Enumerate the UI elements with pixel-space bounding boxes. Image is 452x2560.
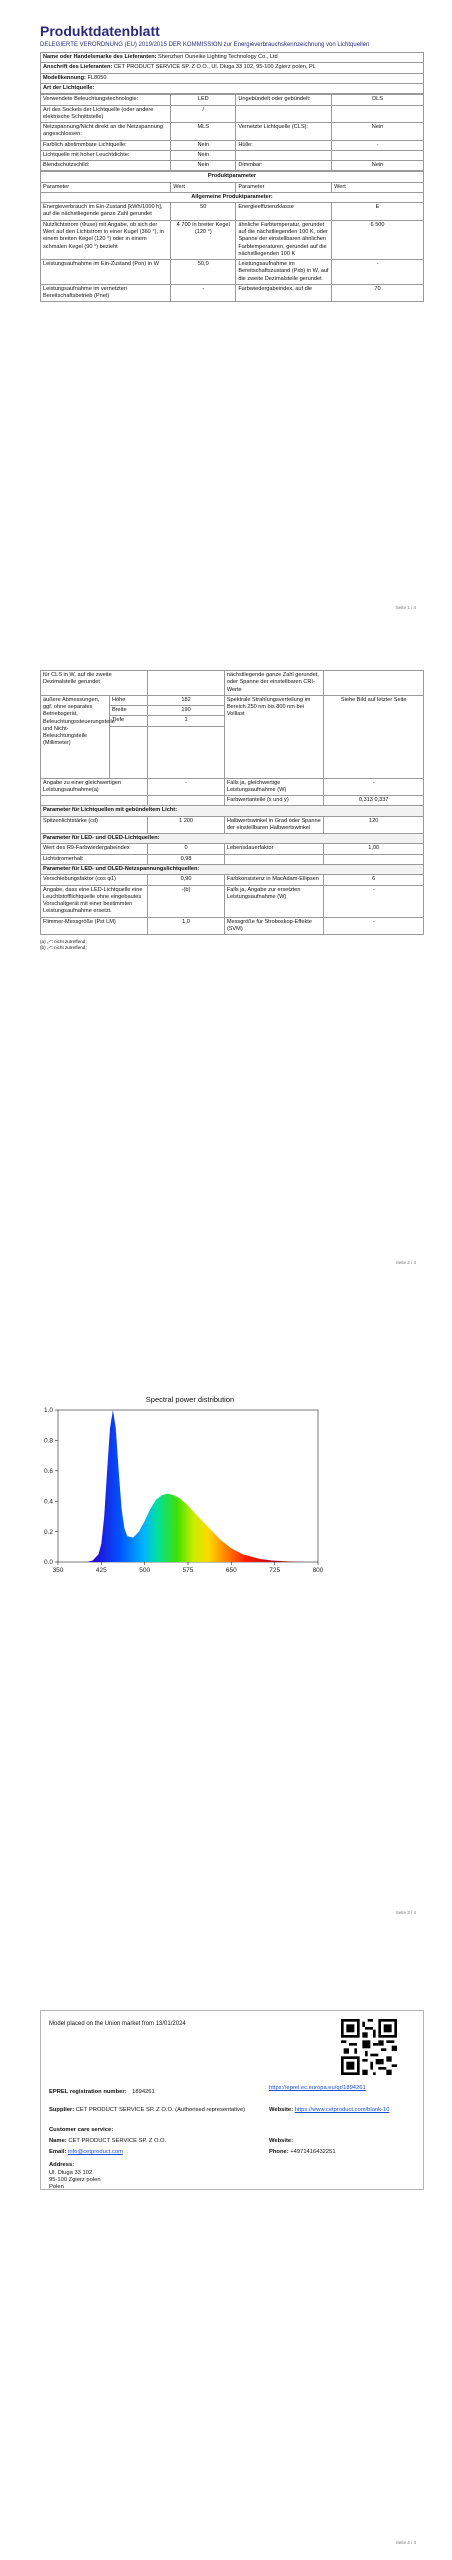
email-label: Email:: [49, 2149, 67, 2155]
care-name-value: CET PRODUCT SERVICE SP. Z O.O.: [68, 2138, 167, 2144]
eprel-label: EPREL registration number:: [49, 2089, 127, 2095]
param-value: -: [171, 284, 236, 302]
peak-label: Spitzenlichtstärke (cd): [41, 816, 148, 834]
param-label: Energieeffizienzklasse: [236, 203, 332, 221]
col-param-header: Parameter: [236, 182, 332, 192]
param-value: Nein: [332, 161, 424, 171]
stroboscopic-label: Messgröße für Stroboskop-Effekte (SVM): [224, 917, 324, 935]
param-label: ähnliche Farbtemperatur, gerundet auf die nächstliegenden 100 K, oder Spanne der einstellbaren ähnlichen Farbtemperaturen, gerundet auf die nächstliegenden 100 K: [236, 220, 332, 259]
address-line-2: 95-100 Zgierz polen: [49, 2177, 101, 2183]
param-value: [332, 105, 424, 123]
y-tick-label: 0.4: [43, 1498, 53, 1506]
light-source-type-label: Art der Lichtquelle:: [41, 83, 424, 93]
table-row: [41, 260, 424, 285]
param-label: Lichtquelle mit hoher Leuchtdichte:: [41, 150, 171, 160]
y-tick-label: 0.8: [43, 1437, 53, 1445]
supplier-address-value: CET PRODUCT SERVICE SP. Z O.O., Ul. Dluga 33 102, 95-100 Zgierz polen, PL: [113, 64, 316, 71]
r9-label: Wert des R9-Farbwiedergabeindex: [41, 844, 148, 854]
param-value: -: [332, 260, 424, 285]
x-tick-label: 500: [139, 1567, 151, 1574]
param-label: Leistungsaufnahme im vernetzten Bereitschaftsbetrieb (Pnet): [41, 284, 171, 302]
footnote-a: (a) „-“: nicht zutreffend;: [40, 939, 87, 945]
spectral-chart: [30, 1390, 330, 1580]
maint-label: Lichtstromerhalt: [41, 854, 148, 864]
table-row: [41, 95, 424, 105]
equiv-value: -: [148, 778, 225, 796]
y-tick-label: 0.6: [43, 1468, 53, 1475]
phone-value: +4971416432251: [290, 2149, 336, 2155]
table-row: [41, 161, 424, 171]
page-number: Seite 1 / 4: [395, 605, 416, 610]
supplier-table: [40, 52, 424, 94]
website-link[interactable]: https://www.cetproduct.com/blank-10: [294, 2107, 390, 2113]
x-tick-label: 725: [269, 1567, 281, 1574]
param-value: Nein: [171, 161, 236, 171]
param-label: Leistungsaufnahme im Bereitschaftszustand (Psb) in W, auf die zweite Dezimalstelle gerundet: [236, 260, 332, 285]
cri-continued: nächstliegende ganze Zahl gerundet, oder Spanne der einstellbaren CRI-Werte: [224, 671, 324, 696]
page-number: Seite 2 / 4: [395, 1260, 416, 1265]
care-website-label: Website:: [269, 2138, 294, 2144]
param-value: DLS: [332, 95, 424, 105]
model-label: Modellkennung:: [43, 74, 86, 81]
param-label: Netzspannung/Nicht direkt an die Netzspannung angeschlossen:: [41, 123, 171, 141]
address-line-1: Ul. Dluga 33 102: [49, 2170, 93, 2176]
col-param-header: Parameter: [41, 182, 171, 192]
param-value: Nein: [171, 150, 236, 160]
param-label: Verwendete Beleuchtungstechnologie:: [41, 95, 171, 105]
continued-table: [40, 670, 424, 935]
param-label: Dimmbar:: [236, 161, 332, 171]
maint-value: 0,98: [148, 854, 225, 864]
section-mains: Parameter für LED- und OLED-Netzspannungslichtquellen:: [41, 864, 424, 874]
param-value: E: [332, 203, 424, 221]
footnote-b: (b) „-“: nicht zutreffend;: [40, 945, 87, 951]
dim-width-value: 190: [148, 706, 225, 716]
param-label: Ungebündelt oder gebündelt:: [236, 95, 332, 105]
flicker-value: 1,0: [148, 917, 225, 935]
supplier-name-label: Name oder Handelsmarke des Lieferanten:: [43, 54, 157, 61]
spectrum-area: [58, 1410, 318, 1562]
light-source-type-table: [40, 94, 424, 171]
table-row: [41, 123, 424, 141]
eprel-info-card: [40, 2010, 424, 2190]
x-tick-label: 425: [95, 1567, 107, 1574]
x-tick-label: 800: [312, 1567, 324, 1574]
supplier-address-label: Anschrift des Lieferanten:: [43, 64, 113, 71]
replace-right-value: -: [324, 885, 424, 917]
param-label: Leistungsaufnahme im Ein-Zustand (Pon) in W: [41, 260, 171, 285]
datasheet-page-2: [0, 640, 452, 1280]
param-value: 6 500: [332, 220, 424, 259]
datasheet-page-1: [0, 0, 452, 630]
dim-depth-label: Tiefe: [109, 716, 147, 726]
x-tick-label: 575: [182, 1567, 194, 1574]
eprel-value: 1894261: [132, 2089, 155, 2095]
spectral-chart-svg: [30, 1390, 330, 1580]
datasheet-page-3: [0, 1290, 452, 1930]
param-value: 70: [332, 284, 424, 302]
cosphi-value: 0,90: [148, 875, 225, 885]
replace-right-label: Falls ja, Angabe zur ersetzten Leistungsaufnahme (W): [224, 885, 324, 917]
website-label: Website:: [269, 2107, 294, 2113]
param-label: Hülle:: [236, 140, 332, 150]
care-name-label: Name:: [49, 2138, 67, 2144]
param-label: Nutzlichtstrom (Φuse) mit Angabe, ob sich der Wert auf den Lichtstrom in einer Kugel (360 °), in einem breiten Kegel (120 °) oder in einem schmalen Kegel (90 °) bezieht: [41, 220, 171, 259]
eprel-link[interactable]: https://eprel.ec.europa.eu/qr/1894261: [269, 2085, 366, 2091]
equiv-label: Angabe zu einer gleichwertigen Leistungsaufnahme(a): [41, 778, 148, 796]
dim-height-value: 182: [148, 695, 225, 705]
replace-label: Angabe, dass eine LED-Lichtquelle eine Leuchtstofflichtquelle ohne eingebautes Vorschaltgerät mit einer bestimmten Leistungsaufnahme ersetzt.: [41, 885, 148, 917]
dim-depth-value: 1: [148, 716, 225, 726]
table-row: [41, 140, 424, 150]
address-label: Address:: [49, 2162, 75, 2168]
lifetime-value: 1,00: [324, 844, 424, 854]
param-value: [332, 150, 424, 160]
dim-width-label: Breite: [109, 706, 147, 716]
colour-consistency-value: 6: [324, 875, 424, 885]
beam-value: 120: [324, 816, 424, 834]
chart-title: Spectral power distribution: [145, 1395, 235, 1404]
colour-consistency-label: Farbkonsistenz in MacAdam-Ellipsen: [224, 875, 324, 885]
spectral-value: Siehe Bild auf letzter Seite: [324, 695, 424, 778]
replace-value: -(b): [148, 885, 225, 917]
model-value: FL8050: [87, 74, 107, 81]
equiv-right-label: Falls ja, gleichwertige Leistungsaufnahme (W): [224, 778, 324, 796]
section-led-oled: Parameter für LED- und OLED-Lichtquellen:: [41, 834, 424, 844]
param-value: 50: [171, 203, 236, 221]
phone-label: Phone:: [269, 2149, 289, 2155]
equiv-right-value: -: [324, 778, 424, 796]
param-value: -: [332, 140, 424, 150]
param-value: 50,0: [171, 260, 236, 285]
placed-on-market: Model placed on the Union market from 13/01/2024: [49, 2021, 186, 2027]
y-tick-label: 0.2: [43, 1528, 53, 1536]
page-number: Seite 3 / 4: [395, 1910, 416, 1915]
cosphi-label: Verschiebungsfaktor (cos φ1): [41, 875, 148, 885]
table-row: [41, 284, 424, 302]
stroboscopic-value: -: [324, 917, 424, 935]
email-link[interactable]: info@cetproduct.com: [68, 2149, 123, 2155]
regulation-intro: DELEGIERTE VERORDNUNG (EU) 2019/2015 DER KOMMISSION zur Energieverbrauchskennzeichnung von Lichtquellen: [40, 42, 370, 49]
table-row: [41, 220, 424, 259]
param-value: Nein: [332, 123, 424, 141]
x-tick-label: 350: [52, 1567, 64, 1574]
param-value: Nein: [171, 140, 236, 150]
chroma-value: 0,313 0,337: [324, 796, 424, 806]
datasheet-page-4: [0, 1940, 452, 2560]
y-tick-label: 1.0: [43, 1407, 53, 1415]
y-tick-label: 0.0: [43, 1559, 53, 1567]
param-value: LED: [171, 95, 236, 105]
peak-value: 1 200: [148, 816, 225, 834]
table-row: [41, 105, 424, 123]
param-label: Farbwiedergabeindex, auf die: [236, 284, 332, 302]
param-label: Energieverbrauch im Ein-Zustand [kWh/1000 h], auf die nächstliegende ganze Zahl gerundet: [41, 203, 171, 221]
table-row: [41, 150, 424, 160]
param-value: /: [171, 105, 236, 123]
page-number: Seite 4 / 4: [395, 2540, 416, 2545]
section-directional: Parameter für Lichtquellen mit gebündeltem Licht:: [41, 806, 424, 816]
lifetime-label: Lebensdauerfaktor: [224, 844, 324, 854]
supplier-label: Supplier:: [49, 2107, 75, 2113]
param-value: MLS: [171, 123, 236, 141]
dims-label: äußere Abmessungen, ggf. ohne separates Betriebsgerät, Beleuchtungssteuerungsteile und Nicht-Beleuchtungsteile (Millimeter): [41, 695, 110, 778]
chroma-label: Farbwertanteile (x und y): [224, 796, 324, 806]
param-label: [236, 150, 332, 160]
param-label: Vernetzte Lichtquelle (CLS):: [236, 123, 332, 141]
table-row: [41, 203, 424, 221]
r9-value: 0: [148, 844, 225, 854]
beam-label: Halbwertswinkel in Grad oder Spanne der einstellbaren Halbwertswinkel: [224, 816, 324, 834]
x-tick-label: 650: [225, 1567, 237, 1574]
param-label: Farblich abstimmbare Lichtquelle:: [41, 140, 171, 150]
product-params-table: [40, 171, 424, 302]
param-value: 4 700 in breiter Kegel (120 °): [171, 220, 236, 259]
spectral-label: Spektrale Strahlungsverteilung im Bereich 250 nm bis 800 nm bei Volllast: [224, 695, 324, 778]
qr-code: [341, 2019, 397, 2075]
col-value-header: Wert: [171, 182, 236, 192]
supplier-value: CET PRODUCT SERVICE SP. Z O.O. (Authorised representative): [75, 2107, 246, 2113]
address-line-3: Polen: [49, 2184, 64, 2190]
pnet-continued: für CLS in W, auf die zweite Dezimalstelle gerundet: [41, 671, 148, 696]
page-title: Produktdatenblatt: [40, 23, 160, 39]
supplier-name-value: Shenzhen Ouneike Lighting Technology Co., Ltd: [158, 54, 278, 61]
section-general: Allgemeine Produktparameter:: [41, 192, 424, 202]
customer-care-label: Customer care service:: [49, 2127, 114, 2133]
flicker-label: Flimmer-Messgröße (Pst LM): [41, 917, 148, 935]
param-label: [236, 105, 332, 123]
section-product-params: Produktparameter: [41, 172, 424, 182]
param-label: Art des Sockels der Lichtquelle (oder andere elektrische Schnittstelle): [41, 105, 171, 123]
col-value-header: Wert: [332, 182, 424, 192]
param-label: Blendschutzschild:: [41, 161, 171, 171]
dim-height-label: Höhe: [109, 695, 147, 705]
